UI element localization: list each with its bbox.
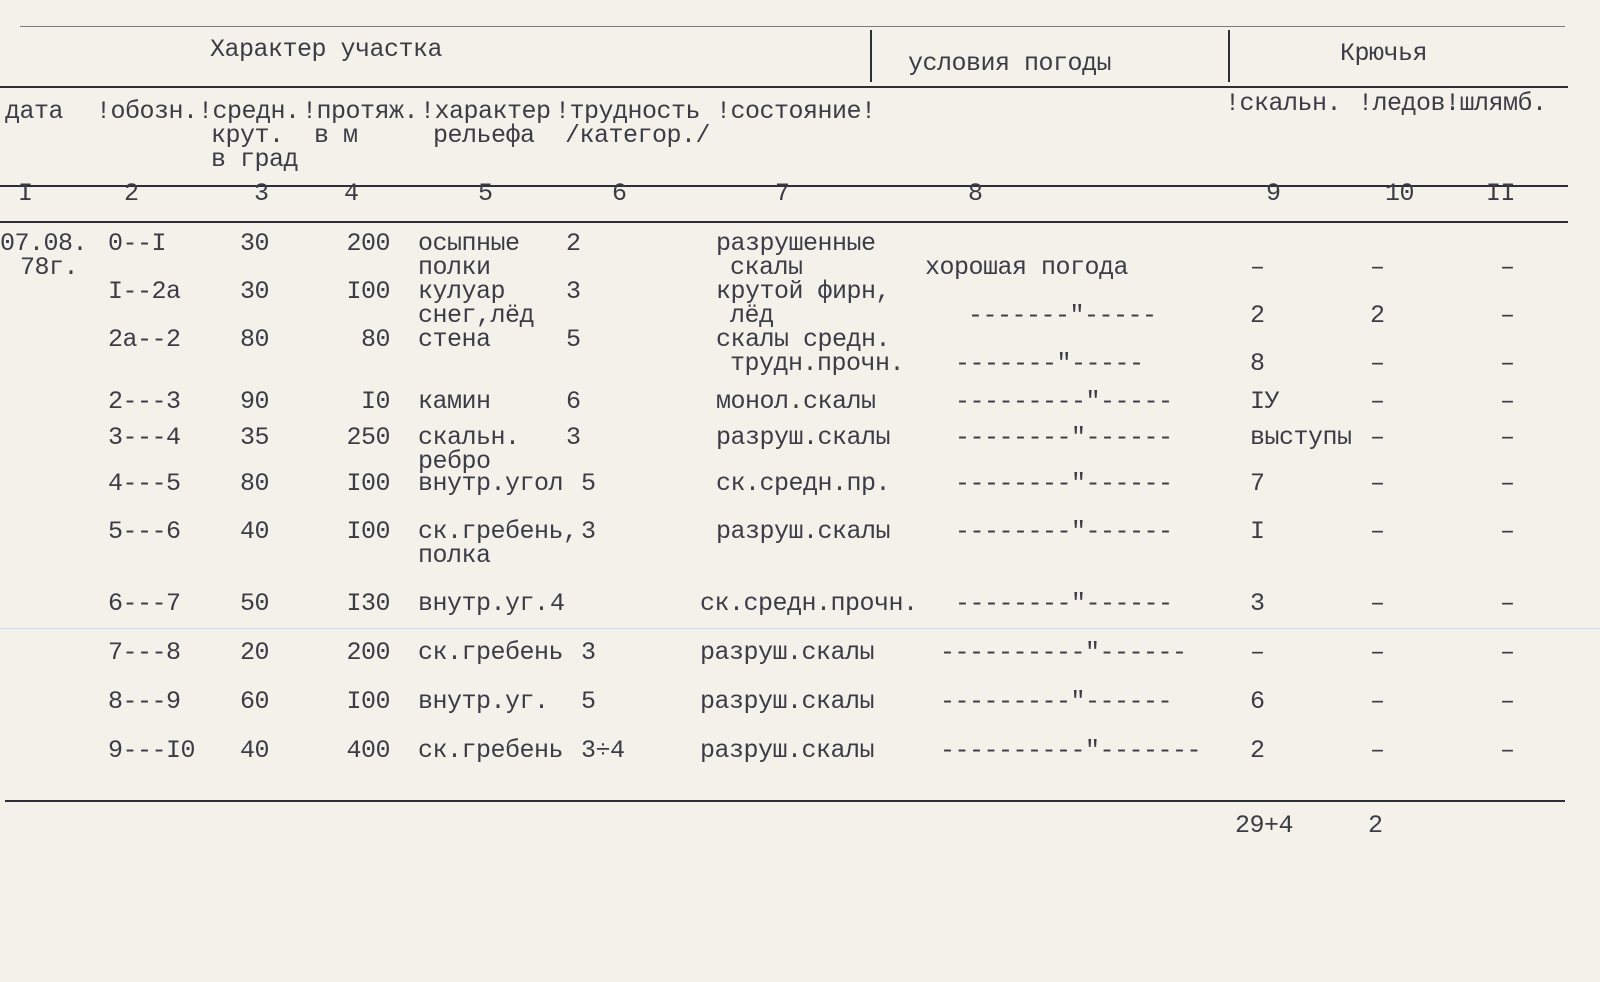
cell-mark: 4---5 bbox=[108, 469, 181, 498]
cell-state: монол.скалы bbox=[716, 387, 876, 416]
col-header-slope-2: крут. bbox=[211, 121, 284, 150]
cell-difficulty: 4 bbox=[550, 589, 565, 618]
cell-weather: -------"----- bbox=[968, 301, 1157, 330]
cell-weather: ---------"----- bbox=[955, 387, 1173, 416]
cell-state: ск.средн.пр. bbox=[716, 469, 891, 498]
cell-state: крутой фирн, bbox=[716, 277, 891, 306]
cell-weather: хорошая погода bbox=[925, 253, 1129, 282]
cell-mark: 6---7 bbox=[108, 589, 181, 618]
cell-bolt-pitons: – bbox=[1500, 736, 1515, 765]
cell-ice-pitons: – bbox=[1370, 638, 1385, 667]
cell-weather: -------"----- bbox=[955, 349, 1144, 378]
col-header-rock: !скальн. bbox=[1225, 89, 1342, 118]
cell-slope: 20 bbox=[240, 638, 270, 667]
cell-bolt-pitons: – bbox=[1500, 687, 1515, 716]
cell-relief: стена bbox=[418, 325, 491, 354]
cell-rock-pitons: – bbox=[1250, 253, 1265, 282]
cell-rock-pitons: IУ bbox=[1250, 387, 1280, 416]
cell-state-2: лёд bbox=[730, 301, 774, 330]
cell-bolt-pitons: – bbox=[1500, 589, 1515, 618]
cell-rock-pitons: 6 bbox=[1250, 687, 1265, 716]
cell-ice-pitons: – bbox=[1370, 423, 1385, 452]
col-number: 6 bbox=[612, 179, 627, 208]
weather-separator bbox=[870, 30, 872, 82]
cell-ice-pitons: – bbox=[1370, 517, 1385, 546]
cell-mark: 0--I bbox=[108, 229, 167, 258]
cell-weather: --------"------ bbox=[955, 423, 1173, 452]
cell-slope: 80 bbox=[240, 469, 270, 498]
cell-slope: 30 bbox=[240, 229, 270, 258]
cell-length: I00 bbox=[346, 517, 390, 546]
cell-state: разруш.скалы bbox=[700, 687, 875, 716]
col-header-length: !протяж. bbox=[302, 97, 419, 126]
cell-mark: 2---3 bbox=[108, 387, 181, 416]
cell-length: I00 bbox=[346, 469, 390, 498]
col-header-ice: !ледов. bbox=[1358, 89, 1460, 118]
cell-slope: 50 bbox=[240, 589, 270, 618]
cell-ice-pitons: – bbox=[1370, 687, 1385, 716]
cell-relief: внутр.угол bbox=[418, 469, 564, 498]
cell-weather: ----------"------ bbox=[940, 638, 1187, 667]
cell-difficulty: 3÷4 bbox=[581, 736, 625, 765]
col-number: 8 bbox=[968, 179, 983, 208]
cell-relief-2: снег,лёд bbox=[418, 301, 535, 330]
cell-length: I00 bbox=[346, 277, 390, 306]
col-header-bolt: !шлямб. bbox=[1445, 89, 1547, 118]
cell-bolt-pitons: – bbox=[1500, 423, 1515, 452]
col-header-slope: !средн. bbox=[198, 97, 300, 126]
col-number: 10 bbox=[1385, 179, 1415, 208]
col-header-mark: !обозн. bbox=[96, 97, 198, 126]
cell-mark: 8---9 bbox=[108, 687, 181, 716]
col-header-relief-2: рельефа bbox=[433, 121, 535, 150]
cell-state: скалы средн. bbox=[716, 325, 891, 354]
cell-relief: ск.гребень, bbox=[418, 517, 578, 546]
col-number: II bbox=[1486, 179, 1516, 208]
cell-relief: ск.гребень bbox=[418, 736, 564, 765]
col-header-state: !состояние! bbox=[716, 97, 876, 126]
cell-length: 400 bbox=[346, 736, 390, 765]
pitons-separator bbox=[1228, 30, 1230, 82]
col-header-slope-3: в град bbox=[211, 145, 299, 174]
top-rule bbox=[20, 26, 1565, 27]
cell-ice-pitons: – bbox=[1370, 253, 1385, 282]
cell-slope: 40 bbox=[240, 736, 270, 765]
cell-rock-pitons: – bbox=[1250, 638, 1265, 667]
cell-length: I00 bbox=[346, 687, 390, 716]
cell-bolt-pitons: – bbox=[1500, 253, 1515, 282]
cell-slope: 90 bbox=[240, 387, 270, 416]
cell-length: 200 bbox=[346, 229, 390, 258]
cell-difficulty: 5 bbox=[581, 687, 596, 716]
cell-weather: ----------"------- bbox=[940, 736, 1202, 765]
cell-slope: 40 bbox=[240, 517, 270, 546]
col-header-relief: !характер bbox=[420, 97, 551, 126]
cell-ice-pitons: 2 bbox=[1370, 301, 1385, 330]
cell-difficulty: 5 bbox=[566, 325, 581, 354]
col-number: 7 bbox=[775, 179, 790, 208]
cell-state: ск.средн.прочн. bbox=[700, 589, 918, 618]
cell-bolt-pitons: – bbox=[1500, 301, 1515, 330]
cell-slope: 80 bbox=[240, 325, 270, 354]
cell-relief: кулуар bbox=[418, 277, 506, 306]
col-header-date: дата bbox=[5, 97, 64, 126]
cell-relief: ск.гребень bbox=[418, 638, 564, 667]
cell-relief: скальн. bbox=[418, 423, 520, 452]
cell-rock-pitons: выступы bbox=[1250, 423, 1352, 452]
cell-rock-pitons: 3 bbox=[1250, 589, 1265, 618]
cell-difficulty: 6 bbox=[566, 387, 581, 416]
cell-ice-pitons: – bbox=[1370, 387, 1385, 416]
cell-weather: --------"------ bbox=[955, 517, 1173, 546]
cell-difficulty: 3 bbox=[581, 517, 596, 546]
cell-weather: ---------"------ bbox=[940, 687, 1173, 716]
date-year: 78г. bbox=[20, 253, 79, 282]
col-number: I bbox=[18, 179, 33, 208]
cell-bolt-pitons: – bbox=[1500, 469, 1515, 498]
col-number: 2 bbox=[124, 179, 139, 208]
cell-relief: камин bbox=[418, 387, 491, 416]
cell-difficulty: 2 bbox=[566, 229, 581, 258]
cell-state-2: скалы bbox=[730, 253, 803, 282]
cell-state: разруш.скалы bbox=[716, 517, 891, 546]
cell-relief: внутр.уг. bbox=[418, 687, 549, 716]
cell-difficulty: 3 bbox=[566, 423, 581, 452]
bottom-rule bbox=[5, 800, 1565, 802]
cell-rock-pitons: 7 bbox=[1250, 469, 1265, 498]
cell-relief-2: полка bbox=[418, 541, 491, 570]
cell-rock-pitons: 2 bbox=[1250, 736, 1265, 765]
group-header-weather: условия погоды bbox=[908, 49, 1112, 78]
cell-mark: 5---6 bbox=[108, 517, 181, 546]
group-header-pitons: Крючья bbox=[1340, 39, 1428, 68]
cell-slope: 35 bbox=[240, 423, 270, 452]
cell-weather: --------"------ bbox=[955, 589, 1173, 618]
scan-line bbox=[0, 628, 1600, 629]
body-rule bbox=[0, 221, 1568, 223]
cell-rock-pitons: I bbox=[1250, 517, 1265, 546]
cell-rock-pitons: 8 bbox=[1250, 349, 1265, 378]
cell-ice-pitons: – bbox=[1370, 589, 1385, 618]
cell-length: 80 bbox=[360, 325, 390, 354]
group-header-character: Характер участка bbox=[210, 35, 443, 64]
col-header-difficulty-2: /категор./ bbox=[565, 121, 711, 150]
cell-bolt-pitons: – bbox=[1500, 349, 1515, 378]
cell-ice-pitons: – bbox=[1370, 469, 1385, 498]
cell-weather: --------"------ bbox=[955, 469, 1173, 498]
cell-relief-2: полки bbox=[418, 253, 491, 282]
total-ice-pitons: 2 bbox=[1368, 811, 1383, 840]
cell-difficulty: 5 bbox=[581, 469, 596, 498]
cell-length: I0 bbox=[360, 387, 390, 416]
cell-mark: 9---I0 bbox=[108, 736, 196, 765]
cell-ice-pitons: – bbox=[1370, 349, 1385, 378]
cell-state-2: трудн.прочн. bbox=[730, 349, 905, 378]
col-number: 4 bbox=[344, 179, 359, 208]
cell-rock-pitons: 2 bbox=[1250, 301, 1265, 330]
cell-mark: 3---4 bbox=[108, 423, 181, 452]
col-number: 9 bbox=[1266, 179, 1281, 208]
cell-slope: 60 bbox=[240, 687, 270, 716]
cell-relief: внутр.уг. bbox=[418, 589, 549, 618]
cell-slope: 30 bbox=[240, 277, 270, 306]
cell-bolt-pitons: – bbox=[1500, 517, 1515, 546]
cell-relief: осыпные bbox=[418, 229, 520, 258]
total-rock-pitons: 29+4 bbox=[1235, 811, 1294, 840]
cell-ice-pitons: – bbox=[1370, 736, 1385, 765]
cell-difficulty: 3 bbox=[566, 277, 581, 306]
cell-length: 250 bbox=[346, 423, 390, 452]
cell-mark: I--2а bbox=[108, 277, 181, 306]
cell-state: разруш.скалы bbox=[700, 638, 875, 667]
cell-state: разруш.скалы bbox=[716, 423, 891, 452]
cell-length: I30 bbox=[346, 589, 390, 618]
cell-length: 200 bbox=[346, 638, 390, 667]
cell-state: разрушенные bbox=[716, 229, 876, 258]
col-number: 5 bbox=[478, 179, 493, 208]
header-rule bbox=[0, 86, 1568, 88]
cell-relief-2: ребро bbox=[418, 447, 491, 476]
col-header-difficulty: !трудность bbox=[555, 97, 701, 126]
cell-state: разруш.скалы bbox=[700, 736, 875, 765]
cell-mark: 2а--2 bbox=[108, 325, 181, 354]
date-day: 07.08. bbox=[0, 229, 88, 258]
col-number: 3 bbox=[254, 179, 269, 208]
col-header-length-2: в м bbox=[314, 121, 358, 150]
cell-difficulty: 3 bbox=[581, 638, 596, 667]
cell-bolt-pitons: – bbox=[1500, 638, 1515, 667]
cell-bolt-pitons: – bbox=[1500, 387, 1515, 416]
cell-mark: 7---8 bbox=[108, 638, 181, 667]
